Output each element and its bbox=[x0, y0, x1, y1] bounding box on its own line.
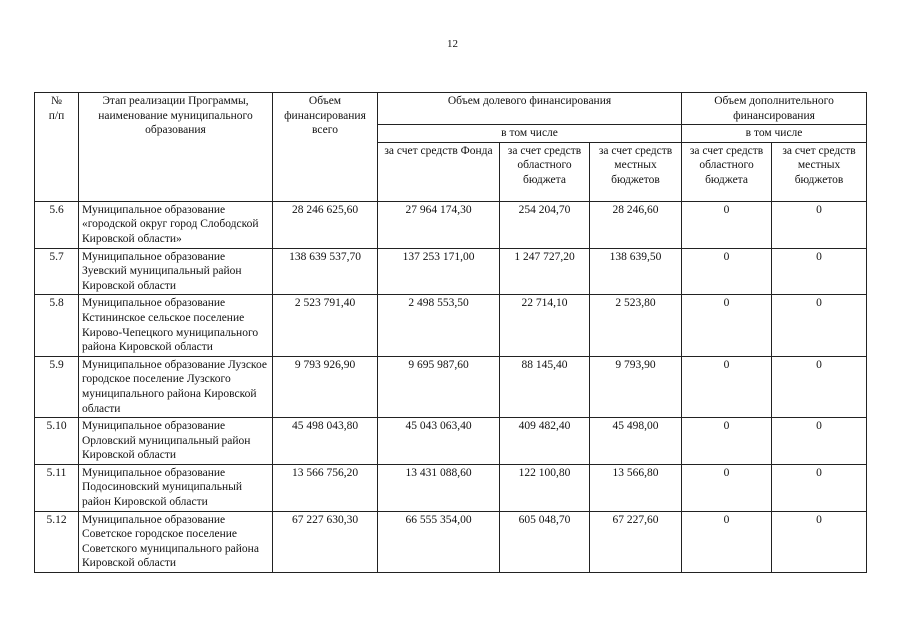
row-number: 5.10 bbox=[35, 418, 79, 465]
table-row bbox=[35, 248, 867, 295]
header-num bbox=[35, 93, 79, 202]
row-total: 45 498 043,80 bbox=[273, 418, 378, 465]
row-add-local: 0 bbox=[772, 201, 867, 248]
row-add-regional: 0 bbox=[682, 201, 772, 248]
row-add-local: 0 bbox=[772, 356, 867, 417]
row-fund: 66 555 354,00 bbox=[378, 511, 500, 572]
row-name: Муниципальное образование Подосиновский муниципальный район Кировской области bbox=[79, 464, 273, 511]
row-add-local: 0 bbox=[772, 511, 867, 572]
row-fund: 2 498 553,50 bbox=[378, 295, 500, 356]
row-total: 2 523 791,40 bbox=[273, 295, 378, 356]
row-regional: 122 100,80 bbox=[500, 464, 590, 511]
row-add-regional: 0 bbox=[682, 248, 772, 295]
row-total: 138 639 537,70 bbox=[273, 248, 378, 295]
row-number: 5.8 bbox=[35, 295, 79, 356]
row-number: 5.6 bbox=[35, 201, 79, 248]
row-add-local: 0 bbox=[772, 295, 867, 356]
header-sub-regional: за счет средств областного бюджета bbox=[500, 142, 590, 201]
row-add-regional: 0 bbox=[682, 511, 772, 572]
row-total: 28 246 625,60 bbox=[273, 201, 378, 248]
row-fund: 13 431 088,60 bbox=[378, 464, 500, 511]
header-total: Объем финансирования всего bbox=[273, 93, 378, 202]
table-body bbox=[35, 201, 867, 572]
table-row bbox=[35, 464, 867, 511]
row-number: 5.12 bbox=[35, 511, 79, 572]
table-row bbox=[35, 201, 867, 248]
header-sub-fund: за счет средств Фонда bbox=[378, 142, 500, 201]
row-total: 13 566 756,20 bbox=[273, 464, 378, 511]
header-share-including: в том числе bbox=[378, 125, 682, 143]
row-name: Муниципальное образование Советское городское поселение Советского муниципального района Кировской области bbox=[79, 511, 273, 572]
row-add-regional: 0 bbox=[682, 295, 772, 356]
row-regional: 409 482,40 bbox=[500, 418, 590, 465]
row-local: 45 498,00 bbox=[590, 418, 682, 465]
header-share-financing: Объем долевого финансирования bbox=[378, 93, 682, 125]
row-add-local: 0 bbox=[772, 248, 867, 295]
table-row bbox=[35, 356, 867, 417]
table-row bbox=[35, 418, 867, 465]
row-number: 5.11 bbox=[35, 464, 79, 511]
header-additional-including: в том числе bbox=[682, 125, 867, 143]
row-regional: 605 048,70 bbox=[500, 511, 590, 572]
header-sub-add-regional: за счет средств областного бюджета bbox=[682, 142, 772, 201]
page-number: 12 bbox=[447, 38, 458, 50]
row-add-local: 0 bbox=[772, 418, 867, 465]
row-local: 67 227,60 bbox=[590, 511, 682, 572]
row-total: 67 227 630,30 bbox=[273, 511, 378, 572]
row-regional: 22 714,10 bbox=[500, 295, 590, 356]
row-name: Муниципальное образование Лузское городское поселение Лузского муниципального района Кировской области bbox=[79, 356, 273, 417]
row-add-local: 0 bbox=[772, 464, 867, 511]
financing-table bbox=[34, 92, 867, 573]
row-number: 5.9 bbox=[35, 356, 79, 417]
row-local: 138 639,50 bbox=[590, 248, 682, 295]
row-add-regional: 0 bbox=[682, 356, 772, 417]
row-local: 2 523,80 bbox=[590, 295, 682, 356]
row-regional: 1 247 727,20 bbox=[500, 248, 590, 295]
row-name: Муниципальное образование Орловский муниципальный район Кировской области bbox=[79, 418, 273, 465]
row-name: Муниципальное образование «городской округ город Слободской Кировской области» bbox=[79, 201, 273, 248]
table-header bbox=[35, 93, 867, 202]
row-fund: 45 043 063,40 bbox=[378, 418, 500, 465]
table-row bbox=[35, 295, 867, 356]
table-row bbox=[35, 511, 867, 572]
row-regional: 88 145,40 bbox=[500, 356, 590, 417]
row-add-regional: 0 bbox=[682, 418, 772, 465]
header-stage: Этап реализации Программы, наименование муниципального образования bbox=[79, 93, 273, 202]
row-fund: 9 695 987,60 bbox=[378, 356, 500, 417]
header-sub-local: за счет средств местных бюджетов bbox=[590, 142, 682, 201]
row-local: 13 566,80 bbox=[590, 464, 682, 511]
row-fund: 137 253 171,00 bbox=[378, 248, 500, 295]
header-num-label: № п/п bbox=[48, 95, 65, 122]
header-additional-financing: Объем дополнительного финансирования bbox=[682, 93, 867, 125]
row-fund: 27 964 174,30 bbox=[378, 201, 500, 248]
row-local: 28 246,60 bbox=[590, 201, 682, 248]
row-add-regional: 0 bbox=[682, 464, 772, 511]
row-name: Муниципальное образование Кстининское сельское поселение Кирово-Чепецкого муниципального района Кировской области bbox=[79, 295, 273, 356]
row-name: Муниципальное образование Зуевский муниципальный район Кировской области bbox=[79, 248, 273, 295]
row-total: 9 793 926,90 bbox=[273, 356, 378, 417]
row-local: 9 793,90 bbox=[590, 356, 682, 417]
row-number: 5.7 bbox=[35, 248, 79, 295]
row-regional: 254 204,70 bbox=[500, 201, 590, 248]
header-sub-add-local: за счет средств местных бюджетов bbox=[772, 142, 867, 201]
